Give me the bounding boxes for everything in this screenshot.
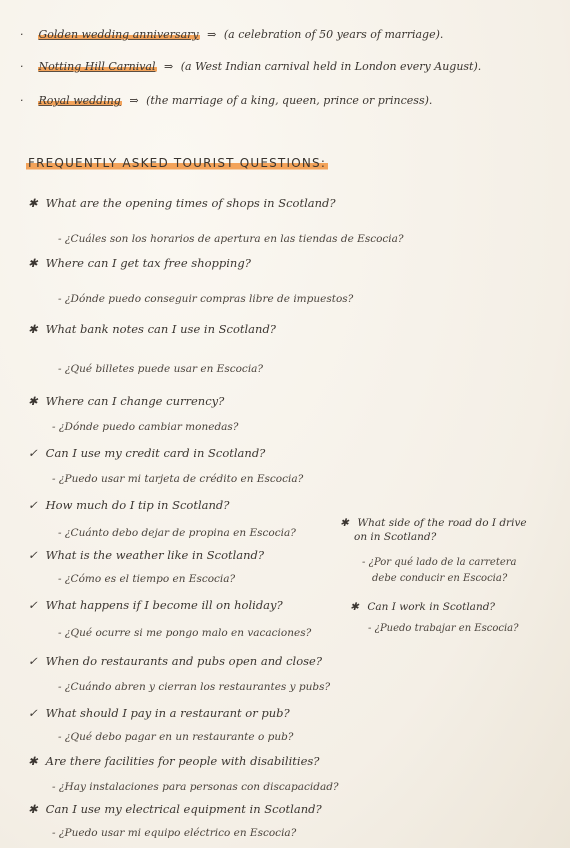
answer-text: ¿Cuáles son los horarios de apertura en las tiendas de Escocia? — [64, 233, 404, 245]
star-bullet-icon: ✱ — [28, 802, 38, 816]
question-row — [28, 446, 265, 460]
dot-bullet: · — [20, 60, 24, 73]
answer-text: ¿Qué billetes puede usar en Escocia? — [64, 363, 264, 375]
answer-row — [52, 780, 339, 794]
question-row — [28, 394, 224, 408]
dot-bullet: · — [20, 28, 24, 41]
question-text: When do restaurants and pubs open and close? — [45, 654, 323, 668]
dash: - — [58, 627, 62, 639]
dash: - — [58, 681, 62, 693]
answer-row — [58, 362, 263, 376]
question-text: What is the weather like in Scotland? — [45, 548, 265, 562]
star-bullet-icon: ✱ — [28, 754, 38, 768]
side-answer-row — [362, 556, 517, 570]
question-text: Can I use my credit card in Scotland? — [45, 446, 266, 460]
dash: - — [58, 527, 62, 539]
answer-text: ¿Puedo trabajar en Escocia? — [374, 623, 519, 634]
question-text: Can I use my electrical equipment in Scotland? — [45, 802, 322, 816]
answer-text: ¿Puedo usar mi tarjeta de crédito en Escocia? — [58, 473, 304, 485]
question-text: What happens if I become ill on holiday? — [45, 598, 283, 612]
answer-row — [58, 292, 353, 306]
check-bullet-icon: ✓ — [28, 548, 38, 562]
question-text: on in Scotland? — [354, 531, 437, 543]
answer-row — [58, 680, 330, 694]
star-bullet-icon: ✱ — [350, 601, 359, 613]
definition-term: Royal wedding — [38, 94, 121, 107]
question-row — [28, 598, 283, 612]
dash: - — [52, 473, 56, 485]
answer-text: ¿Cuánto debo dejar de propina en Escocia? — [64, 527, 296, 539]
star-bullet-icon: ✱ — [28, 394, 38, 408]
dash: - — [58, 233, 62, 245]
question-row — [28, 498, 229, 512]
check-bullet-icon: ✓ — [28, 598, 38, 612]
answer-text: debe conducir en Escocia? — [372, 573, 508, 584]
answer-text: ¿Dónde puedo conseguir compras libre de impuestos? — [64, 293, 354, 305]
side-question-row — [350, 600, 495, 614]
question-text: What bank notes can I use in Scotland? — [45, 322, 276, 336]
question-row — [28, 654, 322, 668]
dash: - — [58, 731, 62, 743]
answer-text: ¿Hay instalaciones para personas con discapacidad? — [58, 781, 339, 793]
question-text: Are there facilities for people with disabilities? — [45, 754, 320, 768]
answer-text: ¿Dónde puedo cambiar monedas? — [58, 421, 239, 433]
arrow-icon: ⇒ — [207, 28, 217, 41]
side-answer-row — [368, 622, 518, 636]
answer-text: ¿Por qué lado de la carretera — [368, 557, 517, 568]
star-bullet-icon: ✱ — [340, 517, 349, 529]
answer-text: ¿Qué ocurre si me pongo malo en vacaciones? — [64, 627, 312, 639]
dash: - — [58, 573, 62, 585]
side-question-row — [340, 516, 527, 530]
answer-text: ¿Puedo usar mi equipo eléctrico en Escocia? — [58, 827, 297, 839]
answer-row — [52, 472, 303, 486]
question-row — [28, 256, 251, 270]
dash: - — [52, 421, 56, 433]
answer-row — [52, 826, 296, 840]
dash: - — [58, 293, 62, 305]
dash: - — [52, 781, 56, 793]
answer-row — [52, 420, 238, 434]
check-bullet-icon: ✓ — [28, 446, 38, 460]
question-row — [28, 802, 322, 816]
question-text: How much do I tip in Scotland? — [45, 498, 230, 512]
question-text: Where can I get tax free shopping? — [45, 256, 251, 270]
answer-row — [58, 232, 404, 246]
dash: - — [52, 827, 56, 839]
star-bullet-icon: ✱ — [28, 256, 38, 270]
arrow-icon: ⇒ — [164, 60, 174, 73]
side-answer-row — [372, 572, 507, 586]
answer-row — [58, 626, 311, 640]
definition-text: (a West Indian carnival held in London every August). — [180, 60, 482, 73]
dash: - — [58, 363, 62, 375]
answer-text: ¿Qué debo pagar en un restaurante o pub? — [64, 731, 294, 743]
section-heading: FREQUENTLY ASKED TOURIST QUESTIONS: — [28, 156, 327, 170]
definition-row — [20, 94, 432, 108]
side-question-row — [354, 530, 436, 544]
question-text: What should I pay in a restaurant or pub? — [45, 706, 290, 720]
dash: - — [362, 557, 366, 568]
definition-text: (a celebration of 50 years of marriage). — [223, 28, 444, 41]
definition-row — [20, 60, 481, 74]
check-bullet-icon: ✓ — [28, 498, 38, 512]
star-bullet-icon: ✱ — [28, 322, 38, 336]
answer-text: ¿Cómo es el tiempo en Escocia? — [64, 573, 236, 585]
answer-row — [58, 526, 296, 540]
question-text: What are the opening times of shops in Scotland? — [45, 196, 336, 210]
check-bullet-icon: ✓ — [28, 706, 38, 720]
question-row — [28, 196, 336, 210]
question-row — [28, 706, 290, 720]
answer-row — [58, 572, 235, 586]
question-text: Where can I change currency? — [45, 394, 225, 408]
question-text: What side of the road do I drive — [357, 517, 527, 529]
definition-term: Golden wedding anniversary — [38, 28, 199, 41]
arrow-icon: ⇒ — [129, 94, 139, 107]
dash: - — [368, 623, 372, 634]
answer-text: ¿Cuándo abren y cierran los restaurantes y pubs? — [64, 681, 331, 693]
question-row — [28, 322, 276, 336]
star-bullet-icon: ✱ — [28, 196, 38, 210]
definition-text: (the marriage of a king, queen, prince or princess). — [146, 94, 433, 107]
check-bullet-icon: ✓ — [28, 654, 38, 668]
question-row — [28, 548, 264, 562]
definition-term: Notting Hill Carnival — [38, 60, 156, 73]
answer-row — [58, 730, 293, 744]
dot-bullet: · — [20, 94, 24, 107]
question-text: Can I work in Scotland? — [367, 601, 496, 613]
question-row — [28, 754, 319, 768]
definition-row — [20, 28, 443, 42]
